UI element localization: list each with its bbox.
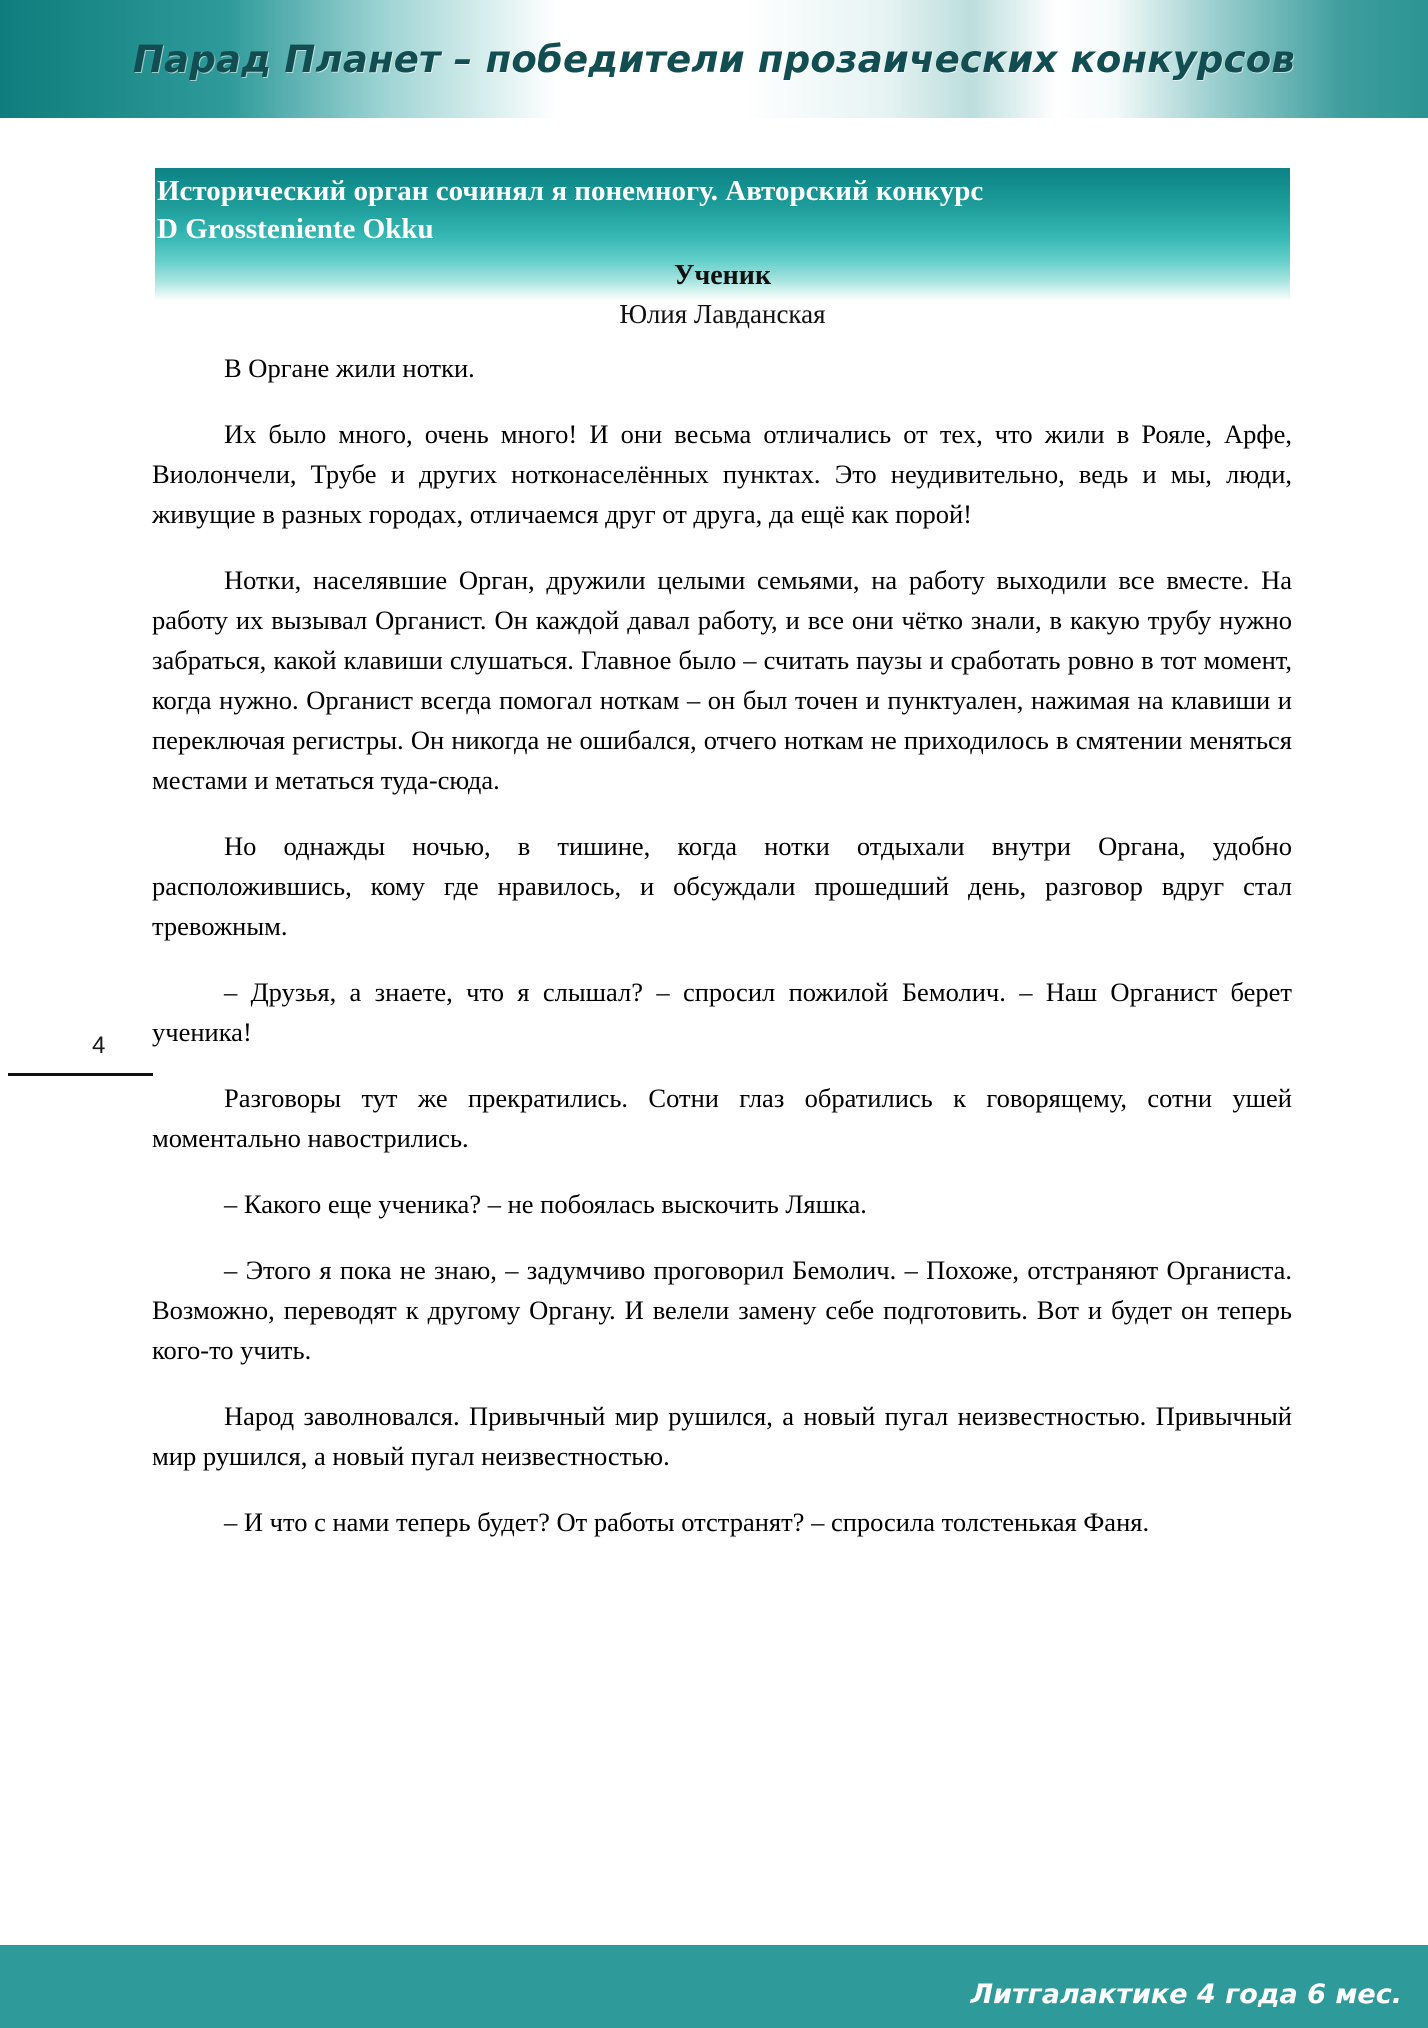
page-number-rule	[8, 1073, 153, 1076]
paragraph: Их было много, очень много! И они весьма отличались от тех, что жили в Рояле, Арфе, Виолончели, Трубе и других нотконаселённых пунктах. Это неудивительно, ведь и мы, люди, живущие в разных городах, отличаемся друг от друга, да ещё как порой!	[152, 419, 1292, 529]
page-number: 4	[92, 1032, 106, 1059]
contest-title	[157, 172, 1277, 248]
paragraph: – Этого я пока не знаю, – задумчиво проговорил Бемолич. – Похоже, отстраняют Органиста. Возможно, переводят к другому Органу. И велели замену себе подготовить. Вот и будет он теперь кого-то учить.	[152, 1255, 1292, 1365]
contest-title-line-2: D Grossteniente Okku	[157, 213, 434, 245]
paragraph: – И что с нами теперь будет? От работы отстранят? – спросила толстенькая Фаня.	[224, 1507, 1150, 1537]
story-heading: Ученик	[673, 260, 772, 291]
footer-tagline: Литгалактике 4 года 6 мес.	[970, 1979, 1402, 2010]
paragraph: Но однажды ночью, в тишине, когда нотки отдыхали внутри Органа, удобно расположившись, кому где нравилось, и обсуждали прошедший день, разговор вдруг стал тревожным.	[152, 831, 1292, 941]
header-banner-title: Парад Планет – победители прозаических конкурсов	[133, 37, 1295, 81]
paragraph: – Какого еще ученика? – не побоялась выскочить Ляшка.	[224, 1189, 867, 1219]
contest-title-line-1: Исторический орган сочинял я понемногу. Авторский конкурс	[157, 175, 984, 207]
paragraph: Разговоры тут же прекратились. Сотни глаз обратились к говорящему, сотни ушей моментально навострились.	[152, 1083, 1292, 1153]
story-body	[152, 348, 1292, 1542]
story-author: Юлия Лавданская	[619, 299, 826, 329]
paragraph: В Органе жили нотки.	[224, 353, 475, 383]
paragraph: Народ заволновался. Привычный мир рушился, а новый пугал неизвестностью. Привычный мир рушился, а новый пугал неизвестностью.	[152, 1401, 1292, 1471]
paragraph: – Друзья, а знаете, что я слышал? – спросил пожилой Бемолич. – Наш Органист берет ученика!	[152, 977, 1292, 1047]
paragraph: Нотки, населявшие Орган, дружили целыми семьями, на работу выходили все вместе. На работу их вызывал Органист. Он каждой давал работу, и все они чётко знали, в какую трубу нужно забраться, какой клавиши слушаться. Главное было – считать паузы и сработать ровно в тот момент, когда нужно. Органист всегда помогал ноткам – он был точен и пунктуален, нажимая на клавиши и переключая регистры. Он никогда не ошибался, отчего ноткам не приходилось в смятении меняться местами и метаться туда-сюда.	[152, 565, 1292, 795]
